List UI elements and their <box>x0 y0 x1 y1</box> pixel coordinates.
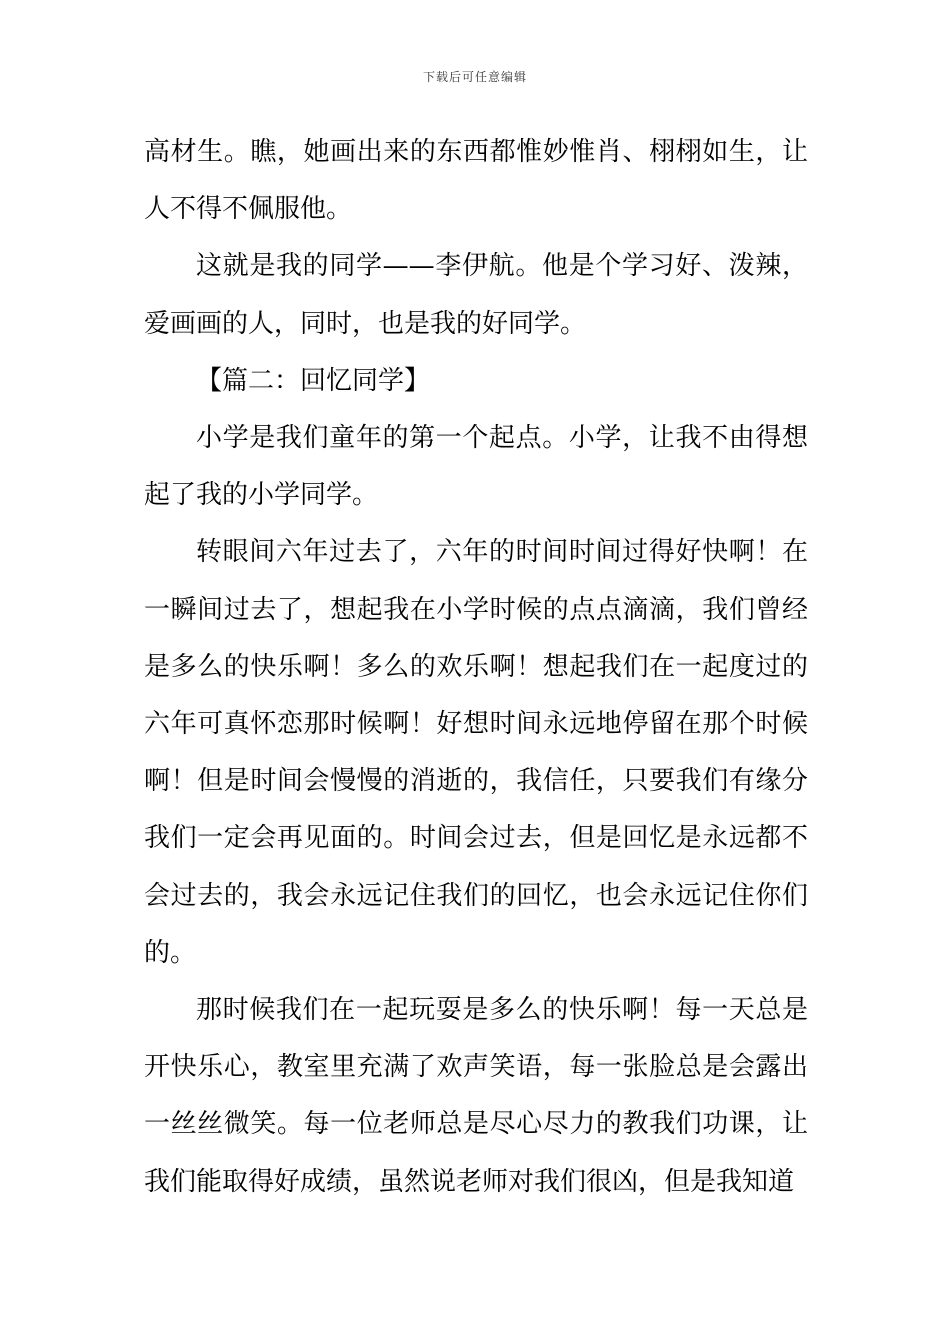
paragraph-1: 高材生。瞧，她画出来的东西都惟妙惟肖、栩栩如生，让人不得不佩服他。 <box>144 137 808 225</box>
section-heading: 【篇二：回忆同学】 <box>196 365 431 396</box>
paragraph-5: 那时候我们在一起玩耍是多么的快乐啊！每一天总是开快乐心，教室里充满了欢声笑语，每一张脸总是会露出一丝丝微笑。每一位老师总是尽心尽力的教我们功课，让我们能取得好成绩，虽然说老师对我们很凶，但是我知道 <box>144 995 808 1197</box>
paragraph-4: 转眼间六年过去了，六年的时间时间过得好快啊！在一瞬间过去了，想起我在小学时候的点点滴滴，我们曾经是多么的快乐啊！多么的欢乐啊！想起我们在一起度过的六年可真怀恋那时候啊！好想时间永远地停留在那个时候啊！但是时间会慢慢的消逝的，我信任，只要我们有缘分我们一定会再见面的。时间会过去，但是回忆是永远都不会过去的，我会永远记住我们的回忆，也会永远记住你们的。 <box>144 537 808 968</box>
paragraph-3: 小学是我们童年的第一个起点。小学，让我不由得想起了我的小学同学。 <box>144 423 808 511</box>
page-header: 下载后可任意编辑 <box>422 70 527 84</box>
paragraph-2: 这就是我的同学——李伊航。他是个学习好、泼辣，爱画画的人，同时，也是我的好同学。 <box>144 251 808 339</box>
document-body <box>144 124 808 1211</box>
